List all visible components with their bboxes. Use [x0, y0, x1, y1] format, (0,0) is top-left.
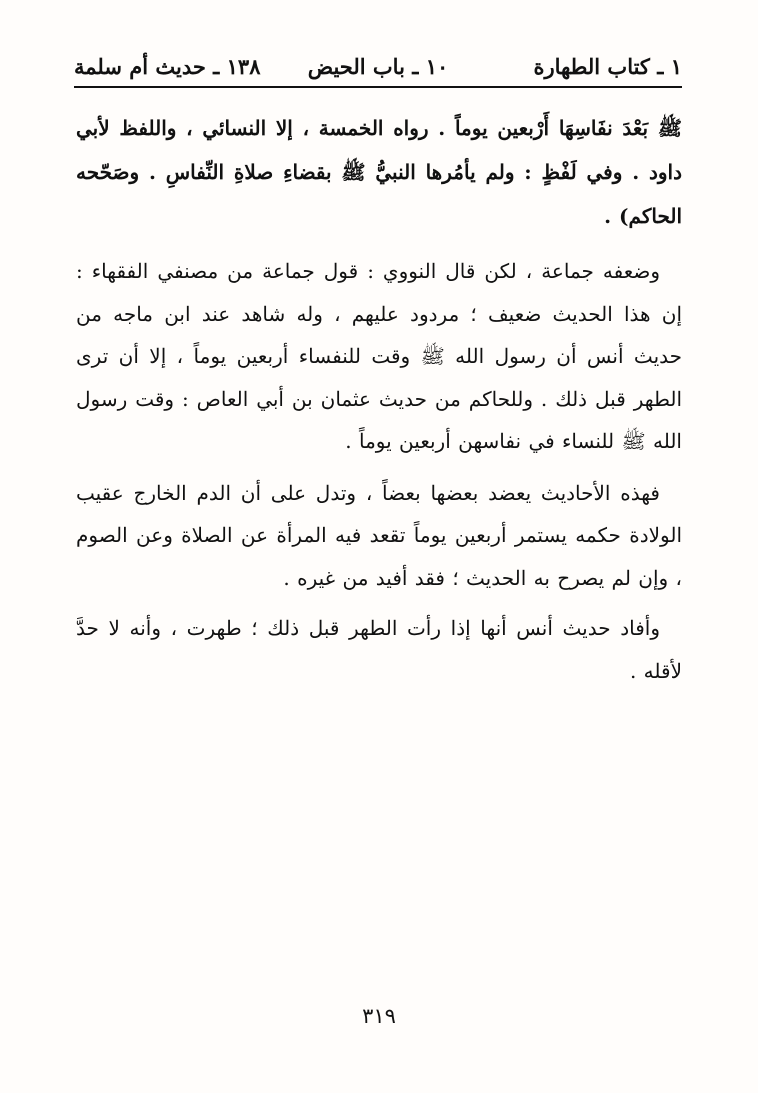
running-header	[74, 46, 682, 88]
header-hadith-title: ١٣٨ ـ حديث أم سلمة	[74, 54, 261, 79]
page-body	[76, 106, 682, 692]
commentary-paragraph-2: فهذه الأحاديث يعضد بعضها بعضاً ، وتدل على أن الدم الخارج عقيب الولادة حكمه يستمر أربعين يوماً تقعد فيه المرأة عن الصلاة وعن الصوم ، وإن لم يصرح به الحديث ؛ فقد أفيد من غيره .	[76, 480, 682, 590]
hadith-text-paragraph: ﷺ بَعْدَ نفَاسِهَا أَرْبعين يوماً . رواه الخمسة ، إلا النسائي ، واللفظ لأبي داود . وفي لَفْظٍ : ولم يأمُرها النبيُّ ﷺ بقضاءِ صلاةِ النِّفاسِ . وصَحّحه الحاكم) .	[76, 116, 682, 228]
page-number: ٣١٩	[362, 1004, 396, 1028]
commentary-paragraph-3: وأفاد حديث أنس أنها إذا رأت الطهر قبل ذلك ؛ طهرت ، وأنه لا حدَّ لأقله .	[76, 616, 682, 683]
commentary-paragraph-1: وضعفه جماعة ، لكن قال النووي : قول جماعة من مصنفي الفقهاء : إن هذا الحديث ضعيف ؛ مردود عليهم ، وله شاهد عند ابن ماجه من حديث أنس أن رسول الله ﷺ وقت للنفساء أربعين يوماً ، إلا أن ترى الطهر قبل ذلك . وللحاكم من حديث عثمان بن أبي العاص : وقت رسول الله ﷺ للنساء في نفاسهن أربعين يوماً .	[76, 259, 682, 453]
header-section-title: ١٠ ـ باب الحيض	[307, 54, 449, 79]
header-chapter-title: ١ ـ كتاب الطهارة	[533, 54, 682, 79]
